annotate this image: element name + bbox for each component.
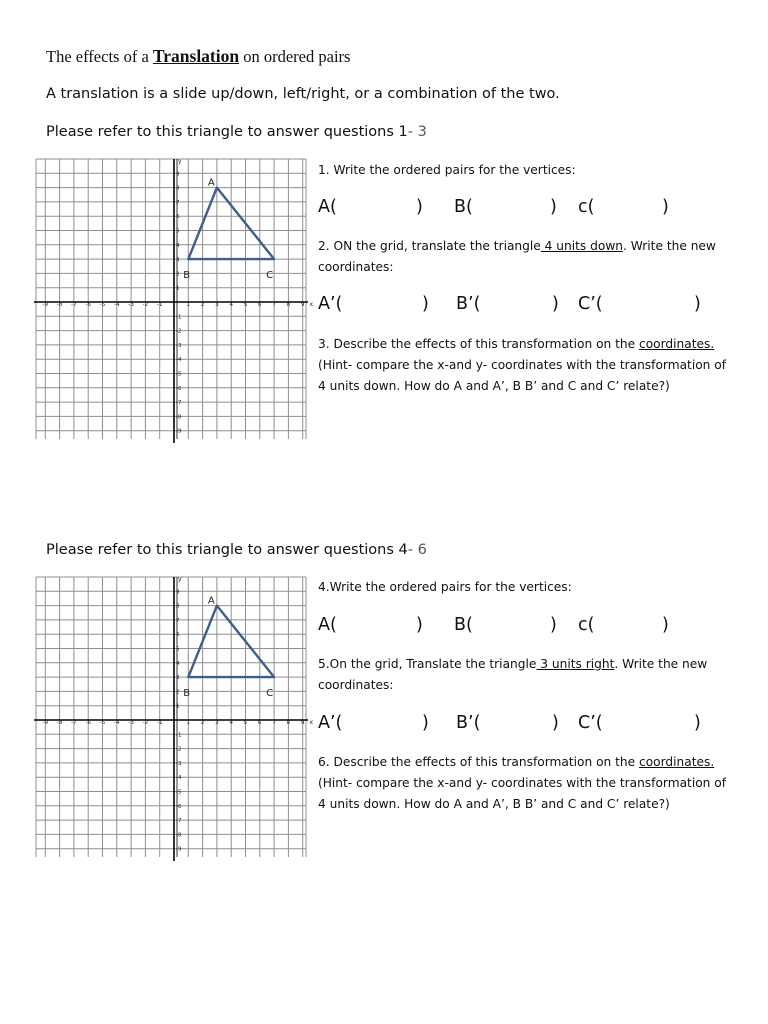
vertex-label-b: B [183,688,191,700]
section-1-intro-num: - 3 [407,124,427,140]
x-tick-label: -5 [99,302,106,308]
y-tick-label: -1 [176,732,182,739]
question-2: 2. ON the grid, translate the triangle 4 units down. Write the new coordinates: [318,239,716,274]
y-axis-label: y [178,158,182,165]
section-1-intro-text: Please refer to this triangle to answer questions 1 [46,124,408,140]
x-tick-label: 6 [258,302,262,308]
pair-label-b: B( [454,615,473,635]
y-tick-label: 7 [176,617,180,624]
y-axis-label: y [178,576,182,583]
x-tick-label: 1 [186,302,191,308]
pair-close-a: ) [416,615,423,635]
x-tick-label: -8 [56,720,63,726]
section-2-intro-text: Please refer to this triangle to answer questions 4 [46,542,408,558]
pair-close-b-prime: ) [552,713,559,733]
pair-label-a-prime: A’( [318,713,343,733]
x-tick-label: 3 [215,720,219,726]
x-tick-label: 8 [286,720,291,726]
y-tick-label: -3 [176,342,182,349]
x-tick-label: 3 [215,302,219,308]
question-1: 1. Write the ordered pairs for the vertices: [318,163,576,177]
y-tick-label: 6 [176,214,180,221]
y-tick-label: 3 [176,257,180,264]
question-3: 3. Describe the effects of this transformation on the coordinates. (Hint- compare the x-and y- coordinates with the transformation of 4 units down. How do A and A’, B B’ and C and C’ relate?) [318,337,727,393]
vertex-label-b: B [183,270,191,282]
x-tick-label: 5 [243,302,248,308]
question-4: 4.Write the ordered pairs for the vertices: [318,580,572,594]
y-tick-label: 7 [176,199,180,206]
x-tick-label: 6 [258,720,262,726]
pair-label-a-prime: A’( [318,294,343,314]
y-tick-label: -9 [176,846,182,853]
pair-label-b: B( [454,197,473,217]
x-tick-label: -8 [56,302,63,308]
x-tick-label: -4 [114,720,120,726]
x-tick-label: -6 [85,302,91,308]
x-tick-label: -3 [128,720,134,726]
x-tick-label: 5 [243,720,248,726]
y-tick-label: -5 [176,371,182,378]
y-tick-label: -8 [176,832,182,839]
pair-close-b: ) [550,197,557,217]
y-tick-label: 1 [176,285,180,292]
x-tick-label: -5 [99,720,106,726]
definition-text: A translation is a slide up/down, left/right, or a combination of the two. [46,86,560,102]
x-tick-label: 4 [229,302,233,308]
x-tick-label: 2 [200,720,205,726]
x-tick-label: 2 [200,302,205,308]
section-2-intro-num: - 6 [407,542,427,558]
pair-close-c-prime: ) [694,713,701,733]
pair-label-b-prime: B’( [456,294,481,314]
question-6: 6. Describe the effects of this transformation on the coordinates. (Hint- compare the x-and y- coordinates with the transformation of 4 units down. How do A and A’, B B’ and C and C’ relate?) [318,755,727,811]
y-tick-label: -3 [176,760,182,767]
pair-close-c: ) [662,615,669,635]
x-tick-label: 7 [272,720,276,726]
x-axis-label: x [309,719,314,726]
y-tick-label: 9 [176,171,180,178]
x-tick-label: -4 [114,302,120,308]
y-tick-label: 5 [176,646,180,653]
pair-close-c: ) [662,197,669,217]
pair-label-c: c( [578,197,595,217]
vertex-label-c: C [266,270,274,282]
pair-close-a: ) [416,197,423,217]
y-tick-label: 3 [176,675,180,682]
pair-label-b-prime: B’( [456,713,481,733]
vertex-label-c: C [266,688,274,700]
y-tick-label: -6 [176,385,182,392]
y-tick-label: -9 [176,428,182,435]
y-tick-label: 8 [176,603,180,610]
x-tick-label: 9 [300,302,305,308]
pair-close-b-prime: ) [552,294,559,314]
y-tick-label: 1 [176,703,180,710]
vertex-label-a: A [207,177,215,189]
pair-close-c-prime: ) [694,294,701,314]
y-tick-label: 2 [176,271,180,278]
y-tick-label: 5 [176,228,180,235]
x-tick-label: -9 [42,302,49,308]
pair-close-b: ) [550,615,557,635]
y-tick-label: -7 [176,400,182,407]
y-tick-label: -5 [176,789,182,796]
pair-label-a: A( [318,615,337,635]
y-tick-label: -2 [176,746,182,753]
title-bold: Translation [152,46,240,66]
x-tick-label: -9 [42,720,49,726]
y-tick-label: 2 [176,689,180,696]
pair-close-a-prime: ) [422,713,429,733]
pair-label-c: c( [578,615,595,635]
y-tick-label: -4 [176,357,182,364]
title-post: on ordered pairs [239,47,351,66]
y-tick-label: 9 [176,589,180,596]
x-tick-label: -7 [71,302,77,308]
pair-close-a-prime: ) [422,294,429,314]
pair-label-c-prime: C’( [578,713,603,733]
y-tick-label: -4 [176,775,182,782]
x-tick-label: -7 [71,720,77,726]
pair-label-c-prime: C’( [578,294,603,314]
y-tick-label: 4 [176,242,180,249]
vertex-label-a: A [207,595,215,607]
x-tick-label: 4 [229,720,233,726]
x-tick-label: -1 [156,302,163,308]
x-tick-label: 7 [272,302,276,308]
x-tick-label: -3 [128,302,134,308]
y-tick-label: -8 [176,414,182,421]
y-tick-label: -6 [176,803,182,810]
title-pre: The effects of a [46,47,153,66]
x-tick-label: -6 [85,720,91,726]
y-tick-label: -1 [176,314,182,321]
y-tick-label: -7 [176,818,182,825]
x-tick-label: -1 [156,720,163,726]
x-tick-label: -2 [142,302,149,308]
y-tick-label: 6 [176,632,180,639]
question-5: 5.On the grid, Translate the triangle 3 units right. Write the new coordinates: [318,657,708,692]
x-axis-label: x [309,301,314,308]
x-tick-label: 9 [300,720,305,726]
y-tick-label: 8 [176,185,180,192]
pair-label-a: A( [318,197,337,217]
y-tick-label: -2 [176,328,182,335]
x-tick-label: 8 [286,302,291,308]
x-tick-label: -2 [142,720,149,726]
x-tick-label: 1 [186,720,191,726]
y-tick-label: 4 [176,660,180,667]
